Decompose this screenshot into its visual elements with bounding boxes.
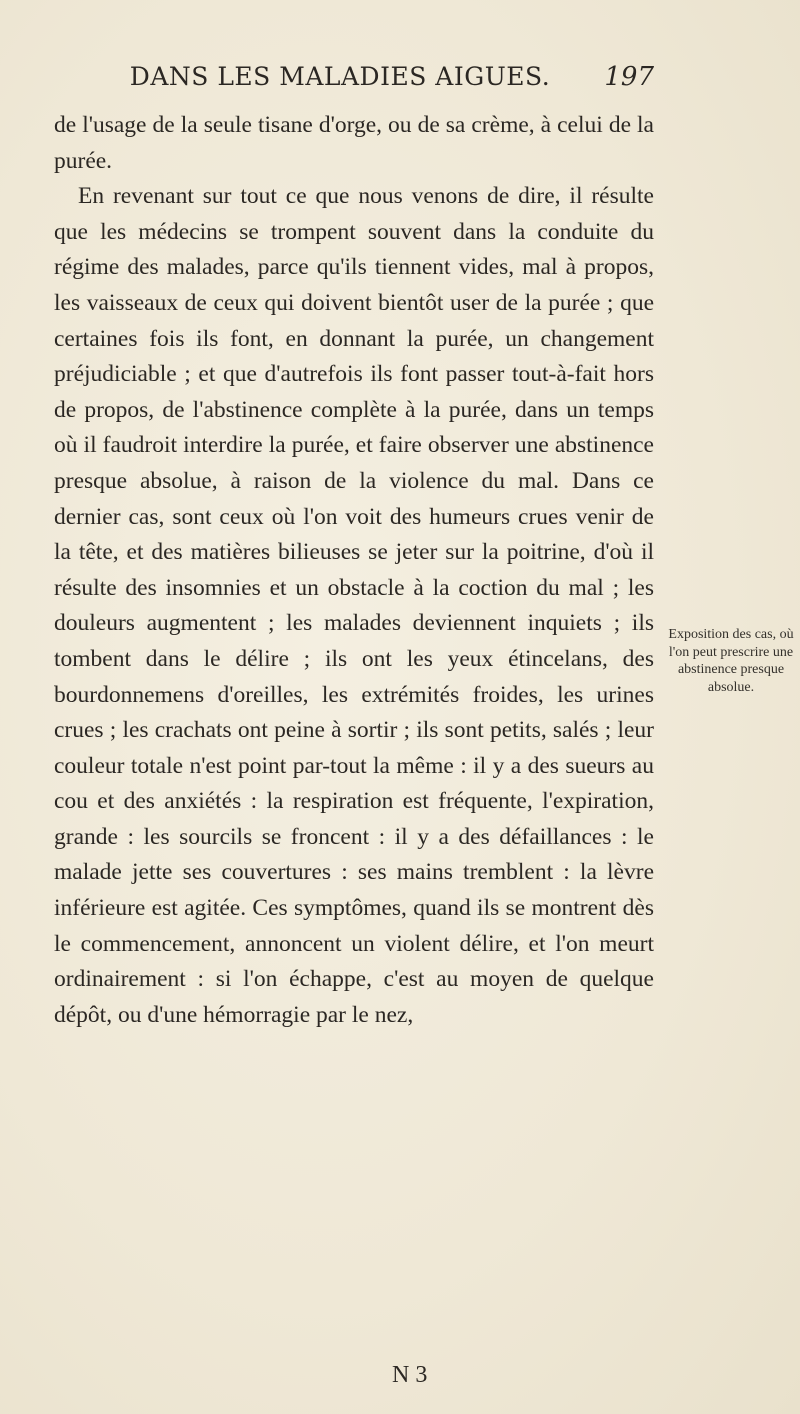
paragraph: En revenant sur tout ce que nous venons de dire, il résulte que les médecins se trompent souvent dans la conduite du régime des malades, parce qu'ils tiennent vides, mal à propos, les vaisseaux de ceux qui doivent bientôt user de la purée ; que certaines fois ils font, en donnant la purée, un changement préjudiciable ; et que d'autrefois ils font passer tout-à-fait hors de propos, de l'abstinence complète à la purée, dans un temps où il faudroit interdire la purée, et faire observer une abstinence presque absolue, à raison de la violence du mal. Dans ce dernier cas, sont ceux où l'on voit des humeurs crues venir de la tête, et des matières bilieuses se jeter sur la poitrine, d'où il résulte des insomnies et un obstacle à la coction du mal ; les douleurs augmentent ; les malades deviennent inquiets ; ils tombent dans le délire ; ils ont les yeux étincelans, des bourdonnemens d'oreilles, les extrémités froides, les urines crues ; les crachats ont peine à sortir ; ils sont petits, salés ; leur couleur totale n'est point par-tout la même : il y a des sueurs au cou et des anxiétés : la respiration est fréquente, l'expiration, grande : les sourcils se froncent : il y a des défaillances : le malade jette ses couvertures : ses mains tremblent : la lèvre inférieure est agitée. Ces symptômes, quand ils se montrent dès le commencement, annoncent un violent délire, et l'on meurt ordinairement : si l'on échappe, c'est au moyen de quelque dépôt, ou d'une hémorragie par le nez,: [54, 183, 654, 1028]
body-text: [54, 108, 654, 1033]
running-head: [100, 62, 660, 102]
running-title: DANS LES MALADIES AIGUES.: [129, 62, 551, 91]
signature-mark: N 3: [392, 1362, 428, 1388]
margin-note: Exposition des cas, où l'on peut prescrire une abstinence presque absolue.: [668, 627, 794, 695]
paragraph: de l'usage de la seule tisane d'orge, ou de sa crème, à celui de la purée.: [54, 112, 654, 174]
page-number: 197: [604, 62, 654, 92]
